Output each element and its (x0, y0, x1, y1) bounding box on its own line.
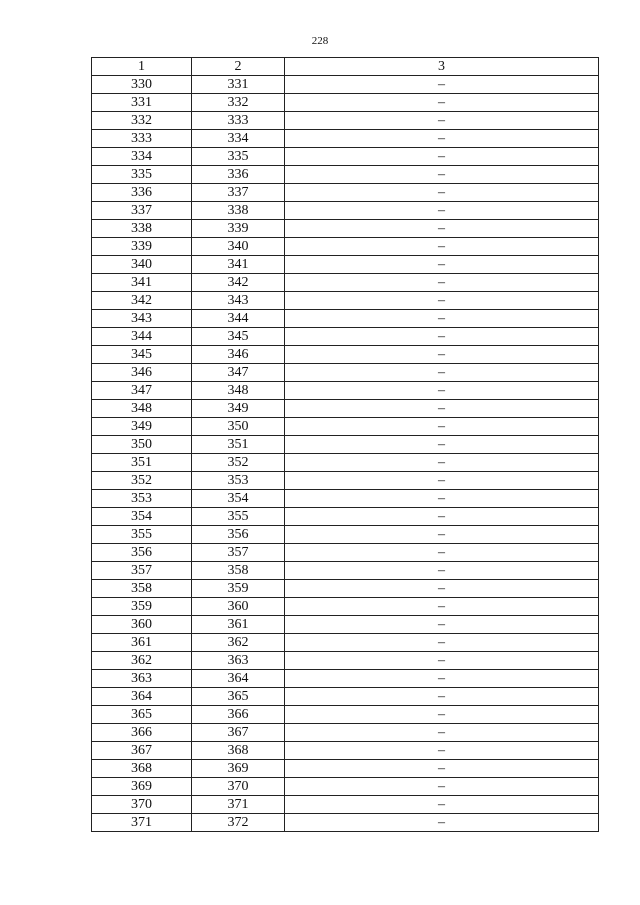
column-3-cell: – (285, 652, 599, 670)
column-3-cell: – (285, 670, 599, 688)
column-1-cell: 331 (92, 94, 192, 112)
table-row (92, 778, 599, 796)
column-3-cell: – (285, 238, 599, 256)
column-2-cell: 354 (192, 490, 285, 508)
column-2-cell: 334 (192, 130, 285, 148)
column-2-cell: 331 (192, 76, 285, 94)
column-1-cell: 337 (92, 202, 192, 220)
table-body (92, 76, 599, 832)
column-1-cell: 334 (92, 148, 192, 166)
table-row (92, 94, 599, 112)
column-2-cell: 366 (192, 706, 285, 724)
column-2-cell: 363 (192, 652, 285, 670)
column-2-cell: 344 (192, 310, 285, 328)
page-number: 228 (311, 35, 329, 47)
column-3-cell: – (285, 310, 599, 328)
column-1-cell: 367 (92, 742, 192, 760)
column-1-cell: 333 (92, 130, 192, 148)
table-row (92, 490, 599, 508)
column-1-cell: 338 (92, 220, 192, 238)
column-2-cell: 335 (192, 148, 285, 166)
column-1-cell: 351 (92, 454, 192, 472)
table-row (92, 256, 599, 274)
column-3-cell: – (285, 328, 599, 346)
table-row (92, 166, 599, 184)
column-2-cell: 360 (192, 598, 285, 616)
table-row (92, 148, 599, 166)
column-2-cell: 342 (192, 274, 285, 292)
column-3-cell: – (285, 274, 599, 292)
column-3-cell: – (285, 724, 599, 742)
column-1-cell: 355 (92, 526, 192, 544)
column-3-cell: – (285, 166, 599, 184)
table-row (92, 292, 599, 310)
column-2-cell: 345 (192, 328, 285, 346)
column-3-cell: – (285, 742, 599, 760)
column-3-cell: – (285, 508, 599, 526)
column-2-cell: 332 (192, 94, 285, 112)
column-1-cell: 330 (92, 76, 192, 94)
column-1-cell: 353 (92, 490, 192, 508)
column-3-cell: – (285, 814, 599, 832)
column-1-cell: 357 (92, 562, 192, 580)
table-row (92, 310, 599, 328)
column-1-cell: 347 (92, 382, 192, 400)
column-1-cell: 365 (92, 706, 192, 724)
table-row (92, 328, 599, 346)
column-3-cell: – (285, 220, 599, 238)
column-3-cell: – (285, 616, 599, 634)
column-1-cell: 356 (92, 544, 192, 562)
column-3-cell: – (285, 796, 599, 814)
column-2-cell: 355 (192, 508, 285, 526)
table-row (92, 796, 599, 814)
table-row (92, 670, 599, 688)
column-header-3: 3 (285, 58, 599, 76)
table-row (92, 706, 599, 724)
column-2-cell: 353 (192, 472, 285, 490)
column-1-cell: 361 (92, 634, 192, 652)
table-row (92, 454, 599, 472)
column-2-cell: 341 (192, 256, 285, 274)
column-2-cell: 357 (192, 544, 285, 562)
column-1-cell: 366 (92, 724, 192, 742)
column-1-cell: 371 (92, 814, 192, 832)
column-2-cell: 371 (192, 796, 285, 814)
column-1-cell: 346 (92, 364, 192, 382)
header-row (92, 58, 599, 76)
table-row (92, 814, 599, 832)
column-2-cell: 372 (192, 814, 285, 832)
table-row (92, 184, 599, 202)
column-2-cell: 333 (192, 112, 285, 130)
column-1-cell: 369 (92, 778, 192, 796)
column-1-cell: 363 (92, 670, 192, 688)
table-row (92, 364, 599, 382)
column-2-cell: 337 (192, 184, 285, 202)
column-1-cell: 368 (92, 760, 192, 778)
column-header-2: 2 (192, 58, 285, 76)
table-row (92, 526, 599, 544)
column-2-cell: 336 (192, 166, 285, 184)
column-header-1: 1 (92, 58, 192, 76)
column-2-cell: 364 (192, 670, 285, 688)
column-3-cell: – (285, 580, 599, 598)
column-3-cell: – (285, 202, 599, 220)
table-row (92, 544, 599, 562)
column-2-cell: 370 (192, 778, 285, 796)
column-2-cell: 352 (192, 454, 285, 472)
table-row (92, 418, 599, 436)
table-row (92, 130, 599, 148)
column-3-cell: – (285, 382, 599, 400)
column-1-cell: 332 (92, 112, 192, 130)
column-3-cell: – (285, 346, 599, 364)
table-row (92, 562, 599, 580)
column-3-cell: – (285, 436, 599, 454)
column-2-cell: 343 (192, 292, 285, 310)
column-2-cell: 368 (192, 742, 285, 760)
column-3-cell: – (285, 148, 599, 166)
column-1-cell: 370 (92, 796, 192, 814)
table-row (92, 76, 599, 94)
column-1-cell: 359 (92, 598, 192, 616)
column-2-cell: 361 (192, 616, 285, 634)
table-row (92, 472, 599, 490)
column-2-cell: 367 (192, 724, 285, 742)
column-3-cell: – (285, 634, 599, 652)
column-1-cell: 354 (92, 508, 192, 526)
column-3-cell: – (285, 400, 599, 418)
table-row (92, 580, 599, 598)
column-2-cell: 338 (192, 202, 285, 220)
table-row (92, 688, 599, 706)
column-2-cell: 340 (192, 238, 285, 256)
column-1-cell: 348 (92, 400, 192, 418)
column-3-cell: – (285, 94, 599, 112)
table-row (92, 616, 599, 634)
column-3-cell: – (285, 76, 599, 94)
column-3-cell: – (285, 292, 599, 310)
column-1-cell: 340 (92, 256, 192, 274)
column-3-cell: – (285, 688, 599, 706)
column-3-cell: – (285, 130, 599, 148)
column-2-cell: 347 (192, 364, 285, 382)
table-row (92, 634, 599, 652)
table-row (92, 436, 599, 454)
column-2-cell: 358 (192, 562, 285, 580)
column-3-cell: – (285, 256, 599, 274)
column-3-cell: – (285, 706, 599, 724)
column-3-cell: – (285, 454, 599, 472)
table-row (92, 274, 599, 292)
column-1-cell: 335 (92, 166, 192, 184)
column-1-cell: 342 (92, 292, 192, 310)
column-1-cell: 352 (92, 472, 192, 490)
table-row (92, 382, 599, 400)
column-2-cell: 351 (192, 436, 285, 454)
column-2-cell: 369 (192, 760, 285, 778)
column-1-cell: 364 (92, 688, 192, 706)
column-1-cell: 350 (92, 436, 192, 454)
column-2-cell: 359 (192, 580, 285, 598)
column-3-cell: – (285, 760, 599, 778)
table-row (92, 220, 599, 238)
data-table (91, 57, 599, 832)
column-1-cell: 345 (92, 346, 192, 364)
column-3-cell: – (285, 490, 599, 508)
table-row (92, 724, 599, 742)
table-row (92, 508, 599, 526)
column-2-cell: 365 (192, 688, 285, 706)
column-3-cell: – (285, 112, 599, 130)
table-row (92, 760, 599, 778)
column-3-cell: – (285, 472, 599, 490)
column-3-cell: – (285, 562, 599, 580)
column-3-cell: – (285, 598, 599, 616)
column-3-cell: – (285, 418, 599, 436)
column-2-cell: 349 (192, 400, 285, 418)
column-3-cell: – (285, 526, 599, 544)
table-header (92, 58, 599, 76)
table-row (92, 742, 599, 760)
column-3-cell: – (285, 184, 599, 202)
column-1-cell: 339 (92, 238, 192, 256)
table-row (92, 598, 599, 616)
table-row (92, 238, 599, 256)
column-3-cell: – (285, 778, 599, 796)
column-1-cell: 362 (92, 652, 192, 670)
column-2-cell: 356 (192, 526, 285, 544)
column-1-cell: 344 (92, 328, 192, 346)
column-2-cell: 346 (192, 346, 285, 364)
column-1-cell: 343 (92, 310, 192, 328)
column-1-cell: 336 (92, 184, 192, 202)
column-1-cell: 349 (92, 418, 192, 436)
table-row (92, 400, 599, 418)
column-3-cell: – (285, 364, 599, 382)
table-row (92, 112, 599, 130)
column-3-cell: – (285, 544, 599, 562)
column-2-cell: 339 (192, 220, 285, 238)
column-2-cell: 348 (192, 382, 285, 400)
table-row (92, 202, 599, 220)
column-2-cell: 362 (192, 634, 285, 652)
column-1-cell: 358 (92, 580, 192, 598)
table-row (92, 346, 599, 364)
column-1-cell: 341 (92, 274, 192, 292)
column-2-cell: 350 (192, 418, 285, 436)
table-row (92, 652, 599, 670)
column-1-cell: 360 (92, 616, 192, 634)
